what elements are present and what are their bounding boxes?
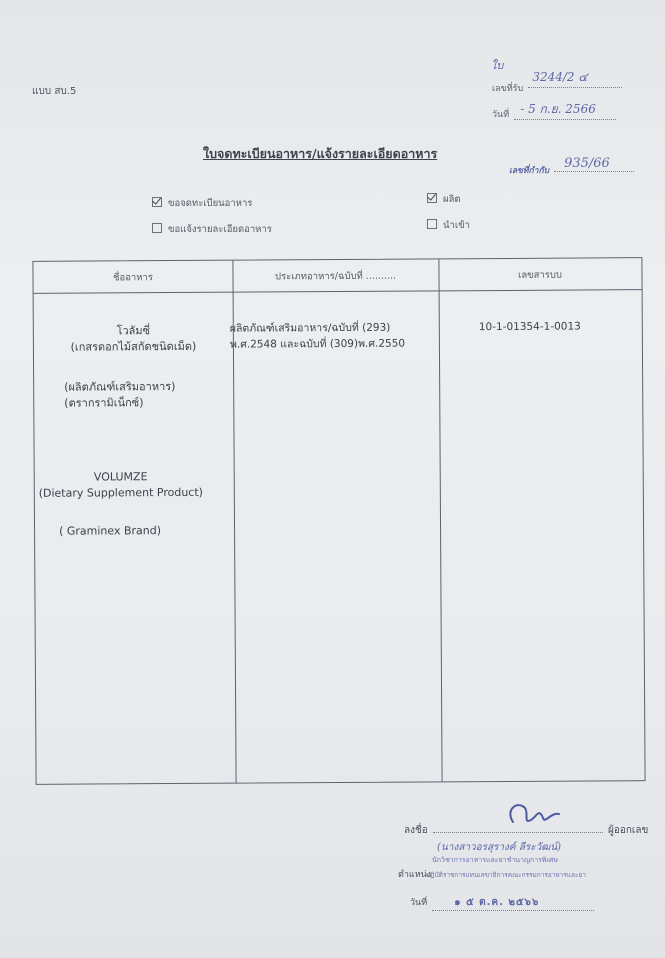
category-line: ผลิตภัณฑ์เสริมอาหาร/ฉบับที่ (293) bbox=[229, 321, 391, 335]
sign-date-value: ๑ ๕ ต.ค. ๒๕๖๖ bbox=[432, 895, 594, 911]
category-line: พ.ศ.2548 และฉบับที่ (309)พ.ศ.2550 bbox=[229, 337, 406, 351]
received-date-row bbox=[492, 102, 616, 124]
received-date-label: วันที่ bbox=[492, 110, 510, 120]
position-line-1: นักวิชาการอาหารและยาชำนาญการพิเศษ bbox=[432, 856, 558, 864]
column-divider bbox=[438, 259, 442, 781]
food-type-line: (ผลิตภัณฑ์เสริมอาหาร) bbox=[64, 379, 176, 394]
import-label: นำเข้า bbox=[443, 220, 470, 231]
control-no-value: 935/66 bbox=[554, 156, 634, 172]
position-line-2: ปฏิบัติราชการแทนเลขาธิการคณะกรรมการอาหารและยา bbox=[426, 871, 586, 879]
receipt-initial: ใบ bbox=[491, 59, 504, 72]
food-category bbox=[230, 320, 405, 353]
option-import bbox=[427, 218, 470, 233]
received-no-row bbox=[492, 70, 622, 98]
control-no-label: เลขที่กำกับ bbox=[509, 166, 549, 176]
food-type-line: (ตรากรามิเน็กซ์) bbox=[64, 396, 144, 410]
notify-label: ขอแจ้งรายละเอียดอาหาร bbox=[168, 224, 272, 235]
brand-name: ( Graminex Brand) bbox=[59, 524, 162, 538]
header-food-type: ประเภทอาหาร/ฉบับที่ .......... bbox=[274, 270, 397, 283]
notify-checkbox bbox=[152, 223, 162, 233]
food-name-en bbox=[35, 469, 207, 502]
produce-checkbox bbox=[427, 193, 437, 203]
produce-label: ผลิต bbox=[443, 194, 461, 205]
received-no-value: 3244/2 ๔ bbox=[528, 68, 622, 88]
handwritten-signature bbox=[503, 800, 563, 832]
register-checkbox bbox=[152, 197, 162, 207]
form-code: แบบ สบ.5 bbox=[32, 86, 77, 97]
food-name-line: (เกสรดอกไม้สกัดชนิดเม็ด) bbox=[70, 339, 197, 354]
sign-date-label: วันที่ bbox=[410, 898, 428, 908]
option-notify bbox=[152, 222, 272, 237]
food-name-en-line: VOLUMZE bbox=[93, 470, 148, 484]
sign-label: ลงชื่อ bbox=[404, 825, 428, 836]
signature-row bbox=[404, 818, 648, 838]
food-name-line: โวลัมซี่ bbox=[116, 324, 151, 338]
option-register bbox=[152, 196, 252, 211]
signature-line bbox=[433, 820, 603, 833]
header-reg-no: เลขสารบบ bbox=[518, 269, 562, 281]
document-title: ใบจดทะเบียนอาหาร/แจ้งรายละเอียดอาหาร bbox=[203, 146, 438, 161]
option-produce bbox=[427, 192, 461, 207]
sign-date-row bbox=[410, 890, 594, 911]
position-label: ตำแหน่ง bbox=[398, 870, 432, 880]
food-name-en-line: (Dietary Supplement Product) bbox=[38, 485, 203, 500]
register-label: ขอจดทะเบียนอาหาร bbox=[168, 198, 253, 209]
received-date-value: - 5 ก.ย. 2566 bbox=[514, 100, 616, 120]
received-no-label: เลขที่รับ bbox=[492, 84, 524, 94]
control-no-row bbox=[509, 158, 634, 178]
food-type-th bbox=[64, 379, 175, 412]
header-food-name: ชื่ออาหาร bbox=[113, 272, 153, 284]
header-divider bbox=[34, 289, 642, 294]
food-name-th bbox=[34, 323, 233, 356]
registration-number: 10-1-01354-1-0013 bbox=[478, 320, 581, 334]
food-table bbox=[32, 257, 645, 785]
issuer-label: ผู้ออกเลข bbox=[608, 825, 649, 836]
signer-name: (นางสาวอรสุรางค์ ลีระวัฒน์) bbox=[437, 842, 562, 853]
import-checkbox bbox=[427, 219, 437, 229]
